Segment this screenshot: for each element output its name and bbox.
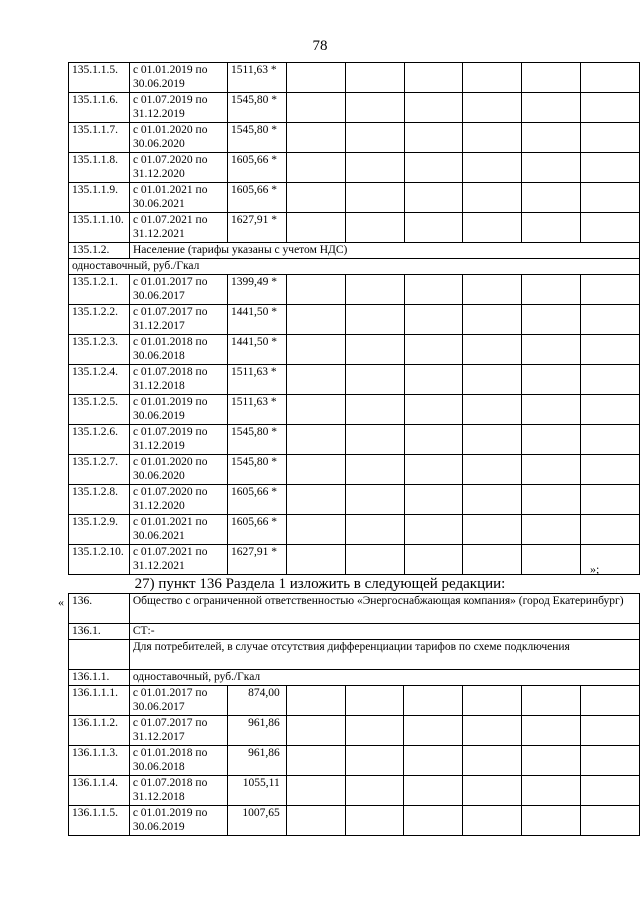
empty-cell: [522, 93, 581, 123]
row-number-cell: 135.1.2.4.: [69, 365, 130, 395]
period-cell: с 01.07.2019 по 31.12.2019: [129, 425, 227, 455]
empty-cell: [463, 425, 522, 455]
empty-cell: [404, 213, 463, 243]
empty-cell: [286, 335, 345, 365]
empty-cell: [286, 305, 345, 335]
empty-cell: [463, 335, 522, 365]
empty-cell: [345, 746, 404, 776]
empty-cell: [345, 395, 404, 425]
empty-cell: [581, 335, 640, 365]
table-row: [69, 485, 640, 515]
table-row: [69, 545, 640, 575]
row-number-cell: 135.1.1.7.: [69, 123, 130, 153]
empty-cell: [286, 93, 345, 123]
section-text-cell: Население (тарифы указаны с учетом НДС): [129, 243, 639, 259]
row-number-cell: 135.1.2.: [69, 243, 130, 259]
empty-cell: [345, 365, 404, 395]
empty-cell: [581, 425, 640, 455]
empty-cell: [345, 515, 404, 545]
row-number-cell: 135.1.2.6.: [69, 425, 130, 455]
tariff-value-cell: 874,00: [227, 686, 286, 716]
empty-cell: [463, 806, 522, 836]
row-number-cell: 135.1.1.6.: [69, 93, 130, 123]
empty-cell: [522, 305, 581, 335]
period-cell: с 01.07.2021 по 31.12.2021: [129, 213, 227, 243]
period-cell: с 01.01.2019 по 30.06.2019: [129, 395, 227, 425]
empty-cell: [286, 63, 345, 93]
tariff-value-cell: 1055,11: [227, 776, 286, 806]
empty-cell: [345, 806, 404, 836]
empty-cell: [581, 365, 640, 395]
empty-cell: [463, 686, 522, 716]
period-cell: с 01.07.2017 по 31.12.2017: [129, 305, 227, 335]
tariff-value-cell: 1605,66 *: [228, 485, 287, 515]
empty-cell: [286, 455, 345, 485]
row-number-cell: 135.1.2.1.: [69, 275, 130, 305]
subsection-text-cell: одноставочный, руб./Гкал: [69, 259, 640, 275]
empty-cell: [581, 183, 640, 213]
row-number-cell: 135.1.2.3.: [69, 335, 130, 365]
empty-cell: [404, 455, 463, 485]
period-cell: с 01.01.2020 по 30.06.2020: [129, 123, 227, 153]
table-row: [69, 716, 640, 746]
empty-cell: [522, 213, 581, 243]
empty-cell: [581, 686, 640, 716]
period-cell: с 01.01.2019 по 30.06.2019: [129, 806, 227, 836]
row-number-cell: 135.1.1.5.: [69, 63, 130, 93]
subsection-text-cell: Для потребителей, в случае отсутствия дифференциации тарифов по схеме подключения: [129, 640, 639, 670]
empty-cell: [463, 183, 522, 213]
tariff-value-cell: 1545,80 *: [228, 93, 287, 123]
empty-cell: [286, 153, 345, 183]
table-row: [69, 806, 640, 836]
tariff-value-cell: 1399,49 *: [228, 275, 287, 305]
table-row: [69, 153, 640, 183]
period-cell: с 01.07.2021 по 31.12.2021: [129, 545, 227, 575]
empty-cell: [286, 275, 345, 305]
empty-cell: [522, 335, 581, 365]
tariff-table-136: [68, 593, 640, 836]
empty-cell: [522, 365, 581, 395]
empty-cell: [286, 183, 345, 213]
empty-cell: [463, 776, 522, 806]
empty-cell: [286, 425, 345, 455]
tariff-value-cell: 1605,66 *: [228, 515, 287, 545]
tariff-value-cell: 1511,63 *: [228, 395, 287, 425]
empty-cell: [345, 776, 404, 806]
empty-cell: [345, 123, 404, 153]
empty-cell: [522, 776, 581, 806]
empty-cell: [345, 455, 404, 485]
tariff-value-cell: 1511,63 *: [228, 63, 287, 93]
section-row: [69, 670, 640, 686]
empty-cell: [522, 485, 581, 515]
empty-cell: [404, 305, 463, 335]
section-text-cell: одноставочный, руб./Гкал: [129, 670, 639, 686]
empty-cell: [463, 515, 522, 545]
empty-cell: [286, 716, 345, 746]
empty-cell: [581, 515, 640, 545]
row-number-cell: 135.1.2.7.: [69, 455, 130, 485]
period-cell: с 01.01.2020 по 30.06.2020: [129, 455, 227, 485]
empty-cell: [286, 776, 345, 806]
empty-cell: [581, 123, 640, 153]
table-row: [69, 515, 640, 545]
row-number-cell: 136.1.1.2.: [69, 716, 130, 746]
row-number-cell: 135.1.1.10.: [69, 213, 130, 243]
empty-cell: [286, 485, 345, 515]
empty-cell: [522, 806, 581, 836]
empty-cell: [463, 213, 522, 243]
period-cell: с 01.01.2021 по 30.06.2021: [129, 515, 227, 545]
table-row: [69, 455, 640, 485]
table-row: [69, 123, 640, 153]
empty-cell: [404, 93, 463, 123]
table-row: [69, 63, 640, 93]
empty-cell: [404, 686, 463, 716]
empty-cell: [463, 305, 522, 335]
empty-cell: [69, 640, 130, 670]
empty-cell: [286, 515, 345, 545]
empty-cell: [404, 515, 463, 545]
tariff-value-cell: 1627,91 *: [228, 545, 287, 575]
table-row: [69, 213, 640, 243]
empty-cell: [581, 746, 640, 776]
tariff-value-cell: 1441,50 *: [228, 305, 287, 335]
empty-cell: [404, 545, 463, 575]
tariff-value-cell: 961,86: [227, 716, 286, 746]
period-cell: с 01.01.2017 по 30.06.2017: [129, 275, 227, 305]
empty-cell: [463, 746, 522, 776]
table-row: [69, 365, 640, 395]
empty-cell: [404, 365, 463, 395]
row-number-cell: 135.1.1.9.: [69, 183, 130, 213]
empty-cell: [463, 93, 522, 123]
row-number-cell: 135.1.2.10.: [69, 545, 130, 575]
table-row: [69, 183, 640, 213]
empty-cell: [522, 183, 581, 213]
table-row: [69, 776, 640, 806]
tariff-value-cell: 1605,66 *: [228, 153, 287, 183]
tariff-value-cell: 1605,66 *: [228, 183, 287, 213]
empty-cell: [581, 716, 640, 746]
empty-cell: [404, 275, 463, 305]
table-row: [69, 395, 640, 425]
empty-cell: [286, 123, 345, 153]
empty-cell: [345, 716, 404, 746]
table-row: [69, 425, 640, 455]
empty-cell: [345, 305, 404, 335]
empty-cell: [522, 455, 581, 485]
tariff-value-cell: 1627,91 *: [228, 213, 287, 243]
period-cell: с 01.01.2018 по 30.06.2018: [129, 335, 227, 365]
empty-cell: [345, 275, 404, 305]
tariff-table-135: [68, 62, 640, 575]
empty-cell: [404, 335, 463, 365]
period-cell: с 01.07.2018 по 31.12.2018: [129, 776, 227, 806]
empty-cell: [404, 485, 463, 515]
tariff-value-cell: 1545,80 *: [228, 123, 287, 153]
empty-cell: [522, 275, 581, 305]
empty-cell: [522, 716, 581, 746]
empty-cell: [345, 93, 404, 123]
page-number: 78: [312, 38, 328, 54]
empty-cell: [345, 335, 404, 365]
empty-cell: [404, 806, 463, 836]
empty-cell: [345, 183, 404, 213]
empty-cell: [581, 485, 640, 515]
tariff-value-cell: 1511,63 *: [228, 365, 287, 395]
empty-cell: [463, 395, 522, 425]
empty-cell: [286, 806, 345, 836]
empty-cell: [522, 686, 581, 716]
period-cell: с 01.07.2017 по 31.12.2017: [129, 716, 227, 746]
period-cell: с 01.01.2019 по 30.06.2019: [129, 63, 227, 93]
row-number-cell: 135.1.2.2.: [69, 305, 130, 335]
empty-cell: [345, 485, 404, 515]
empty-cell: [463, 63, 522, 93]
empty-cell: [404, 153, 463, 183]
empty-cell: [581, 275, 640, 305]
empty-cell: [404, 123, 463, 153]
empty-cell: [581, 455, 640, 485]
empty-cell: [345, 425, 404, 455]
row-number-cell: 136.1.1.3.: [69, 746, 130, 776]
empty-cell: [463, 716, 522, 746]
period-cell: с 01.01.2018 по 30.06.2018: [129, 746, 227, 776]
empty-cell: [404, 746, 463, 776]
table-row: [69, 746, 640, 776]
section-row: [69, 624, 640, 640]
empty-cell: [404, 425, 463, 455]
row-number-cell: 136.1.1.: [69, 670, 130, 686]
empty-cell: [404, 716, 463, 746]
section-row: [69, 243, 640, 259]
empty-cell: [522, 123, 581, 153]
empty-cell: [522, 63, 581, 93]
period-cell: с 01.01.2021 по 30.06.2021: [129, 183, 227, 213]
empty-cell: [581, 776, 640, 806]
empty-cell: [522, 425, 581, 455]
empty-cell: [404, 183, 463, 213]
empty-cell: [404, 63, 463, 93]
empty-cell: [463, 485, 522, 515]
subsection-row: [69, 259, 640, 275]
empty-cell: [286, 365, 345, 395]
section-row: [69, 594, 640, 624]
subsection-row: [69, 640, 640, 670]
row-number-cell: 135.1.2.9.: [69, 515, 130, 545]
table-row: [69, 686, 640, 716]
table-row: [69, 305, 640, 335]
tariff-value-cell: 1007,65: [227, 806, 286, 836]
closing-quote-mark: »;: [590, 562, 600, 576]
empty-cell: [463, 153, 522, 183]
tariff-value-cell: 1545,80 *: [228, 425, 287, 455]
empty-cell: [286, 395, 345, 425]
tariff-value-cell: 1441,50 *: [228, 335, 287, 365]
empty-cell: [286, 545, 345, 575]
row-number-cell: 135.1.1.8.: [69, 153, 130, 183]
empty-cell: [522, 153, 581, 183]
section-text-cell: Общество с ограниченной ответственностью «Энергоснабжающая компания» (город Екатеринбург): [129, 594, 639, 624]
empty-cell: [522, 746, 581, 776]
empty-cell: [581, 63, 640, 93]
tariff-value-cell: 1545,80 *: [228, 455, 287, 485]
empty-cell: [463, 123, 522, 153]
empty-cell: [286, 213, 345, 243]
empty-cell: [581, 93, 640, 123]
period-cell: с 01.01.2017 по 30.06.2017: [129, 686, 227, 716]
period-cell: с 01.07.2018 по 31.12.2018: [129, 365, 227, 395]
empty-cell: [463, 275, 522, 305]
row-number-cell: 136.1.: [69, 624, 130, 640]
empty-cell: [463, 365, 522, 395]
empty-cell: [345, 63, 404, 93]
table-row: [69, 275, 640, 305]
empty-cell: [581, 395, 640, 425]
table-row: [69, 335, 640, 365]
empty-cell: [404, 395, 463, 425]
table-row: [69, 93, 640, 123]
empty-cell: [286, 686, 345, 716]
tariff-value-cell: 961,86: [227, 746, 286, 776]
row-number-cell: 136.: [69, 594, 130, 624]
empty-cell: [345, 213, 404, 243]
empty-cell: [345, 153, 404, 183]
empty-cell: [522, 515, 581, 545]
empty-cell: [522, 395, 581, 425]
period-cell: с 01.07.2020 по 31.12.2020: [129, 485, 227, 515]
empty-cell: [286, 746, 345, 776]
section-heading: 27) пункт 136 Раздела 1 изложить в следующей редакции:: [134, 576, 506, 592]
section-text-cell: СТ:-: [129, 624, 639, 640]
empty-cell: [581, 806, 640, 836]
period-cell: с 01.07.2020 по 31.12.2020: [129, 153, 227, 183]
row-number-cell: 136.1.1.1.: [69, 686, 130, 716]
row-number-cell: 135.1.2.5.: [69, 395, 130, 425]
empty-cell: [581, 305, 640, 335]
empty-cell: [581, 213, 640, 243]
opening-quote-mark: «: [58, 595, 64, 609]
row-number-cell: 136.1.1.5.: [69, 806, 130, 836]
empty-cell: [581, 153, 640, 183]
row-number-cell: 136.1.1.4.: [69, 776, 130, 806]
row-number-cell: 135.1.2.8.: [69, 485, 130, 515]
period-cell: с 01.07.2019 по 31.12.2019: [129, 93, 227, 123]
empty-cell: [463, 545, 522, 575]
empty-cell: [404, 776, 463, 806]
empty-cell: [345, 686, 404, 716]
empty-cell: [345, 545, 404, 575]
empty-cell: [522, 545, 581, 575]
empty-cell: [463, 455, 522, 485]
